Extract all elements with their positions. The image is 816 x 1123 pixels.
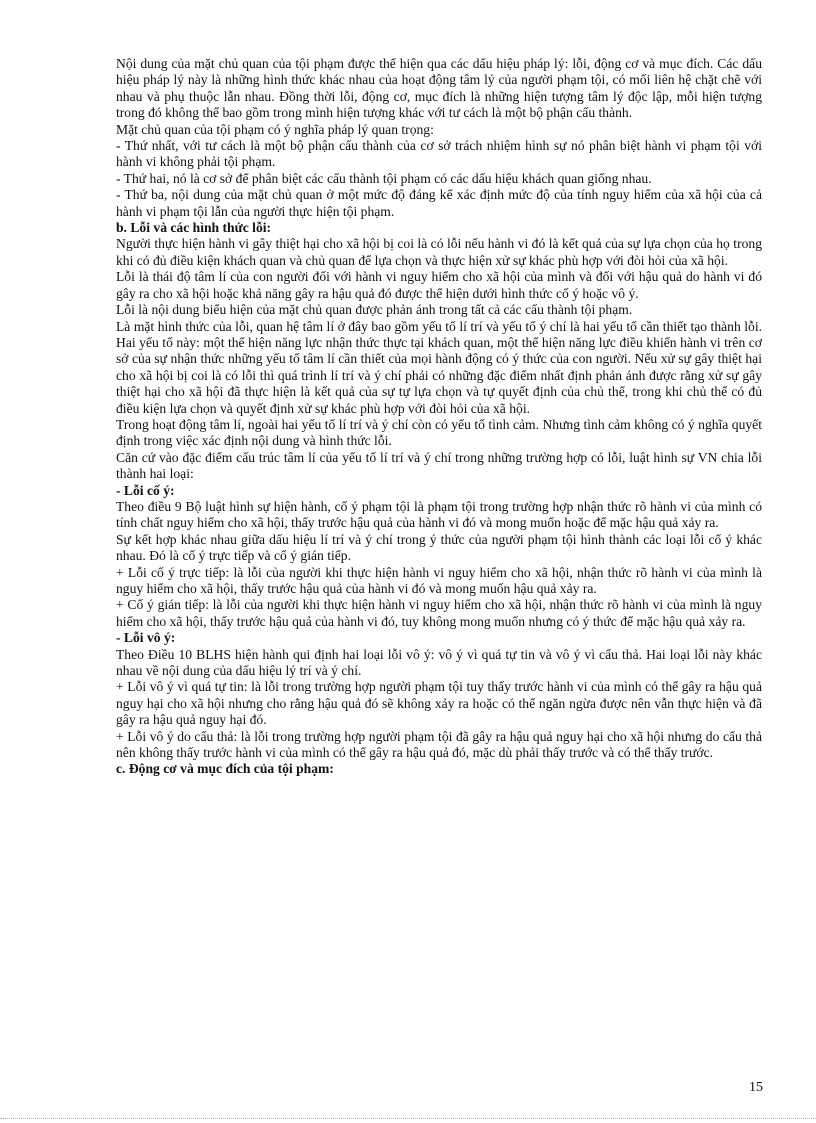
- paragraph: - Thứ ba, nội dung của mặt chủ quan ở một mức độ đáng kể xác định mức độ của tính nguy hiểm của xã hội của cả hành vi phạm tội lẫn của người thực hiện tội phạm.: [116, 187, 762, 219]
- section-heading: b. Lỗi và các hình thức lỗi:: [116, 220, 272, 236]
- paragraph: Là mặt hình thức của lỗi, quan hệ tâm lí ở đây bao gồm yếu tố lí trí và yếu tố ý chí là hai yếu tố cần thiết tạo thành lỗi. Hai yếu tố này: một thể hiện năng lực nhận thức thực tại khách quan, một thể hiện năng lực điều khiển hành vi trên cơ sở của sự nhận thức những yếu tố tâm lí cần thiết của mọi hành động có ý thức của con người. Nếu xử sự gây thiệt hại cho xã hội bị coi là có lỗi thì quá trình lí trí và ý chí phải có những đặc điểm nhất định phản ánh được rằng xử sự gây thiệt hại cho xã hội đã thực hiện là kết quả của sự tự lựa chọn và tự quyết định của chủ thể, trong khi chủ thể có đủ điều kiện lựa chọn và quyết định xử sự khác phù hợp với đòi hỏi của xã hội.: [116, 318, 762, 416]
- paragraph: Căn cứ vào đặc điểm cấu trúc tâm lí của yếu tố lí trí và ý chí trong những trường hợp có lỗi, luật hình sự VN chia lỗi thành hai loại:: [116, 449, 762, 482]
- paragraph: Trong hoạt động tâm lí, ngoài hai yếu tố lí trí và ý chí còn có yếu tố tình cảm. Nhưng tình cảm không có ý nghĩa quyết định trong việc xác định nội dung và hình thức lỗi.: [116, 416, 762, 449]
- section-heading: - Lỗi cố ý:: [116, 482, 175, 498]
- paragraph: Mặt chủ quan của tội phạm có ý nghĩa pháp lý quan trọng:: [116, 121, 434, 137]
- paragraph: Theo Điều 10 BLHS hiện hành qui định hai loại lỗi vô ý: vô ý vì quá tự tin và vô ý vì cẩu thả. Hai loại lỗi này khác nhau về nội dung của dấu hiệu lý trí và ý chí.: [116, 646, 762, 679]
- page-number: 15: [749, 1080, 763, 1095]
- section-heading: - Lỗi vô ý:: [116, 630, 176, 646]
- paragraph: Sự kết hợp khác nhau giữa dấu hiệu lí trí và ý chí trong ý thức của người phạm tội hình thành các loại lỗi cố ý khác nhau. Đó là cố ý trực tiếp và cố ý gián tiếp.: [116, 531, 762, 564]
- paragraph: + Cố ý gián tiếp: là lỗi của người khi thực hiện hành vi nguy hiểm cho xã hội, nhận thức rõ hành vi của mình là nguy hiểm cho xã hội, thấy trước hậu quả của hành vi đó, tuy không mong muốn nhưng có ý thức để mặc hậu quả xảy ra.: [116, 597, 762, 629]
- section-heading: c. Động cơ và mục đích của tội phạm:: [116, 761, 334, 777]
- paragraph: Lỗi là thái độ tâm lí của con người đối với hành vi nguy hiểm cho xã hội của mình và đối với hậu quả do hành vi đó gây ra cho xã hội hoặc khả năng gây ra hậu quả đó được thể hiện dưới hình thức cố ý hoặc vô ý.: [116, 269, 762, 301]
- paragraph: - Thứ nhất, với tư cách là một bộ phận cấu thành của cơ sở trách nhiệm hình sự nó phân biệt hành vi phạm tội với hành vi không phải tội phạm.: [116, 138, 762, 170]
- paragraph: - Thứ hai, nó là cơ sở để phân biệt các cấu thành tội phạm có các dấu hiệu khách quan giống nhau.: [116, 170, 652, 186]
- paragraph: + Lỗi cố ý trực tiếp: là lỗi của người khi thực hiện hành vi nguy hiểm cho xã hội, nhận thức rõ hành vi của mình là nguy hiểm cho xã hội, thấy trước hậu quả của hành vi đó và mong muốn hậu quả xảy ra.: [116, 564, 762, 596]
- paragraph: + Lỗi vô ý do cẩu thả: là lỗi trong trường hợp người phạm tội đã gây ra hậu quả nguy hại cho xã hội nhưng do cẩu thả nên không thấy trước hành vi của mình có thể gây ra hậu quả đó, mặc dù phải thấy trước và có thể thấy trước.: [116, 728, 762, 761]
- document-body: [116, 56, 762, 778]
- paragraph: Theo điều 9 Bộ luật hình sự hiện hành, cố ý phạm tội là phạm tội trong trường hợp nhận thức rõ hành vi của mình có tính chất nguy hiểm cho xã hội, thấy trước hậu quả của hành vi đó và mong muốn hoặc để mặc hậu quả xảy ra.: [116, 498, 762, 531]
- paragraph: Người thực hiện hành vi gây thiệt hại cho xã hội bị coi là có lỗi nếu hành vi đó là kết quả của sự lựa chọn của họ trong khi có đủ điều kiện khách quan và chủ quan để lựa chọn và thực hiện xử sự khác phù hợp với đòi hỏi của xã hội.: [116, 236, 762, 268]
- paragraph: Nội dung của mặt chủ quan của tội phạm được thể hiện qua các dấu hiệu pháp lý: lỗi, động cơ và mục đích. Các dấu hiệu pháp lý này là những hình thức khác nhau của hoạt động tâm lý của người phạm tội, có mối liên hệ chặt chẽ với nhau và phụ thuộc lẫn nhau. Đồng thời lỗi, động cơ, mục đích là những hiện tượng tâm lý độc lập, mỗi hiện tượng trong đó không thể bao gồm trong mình hiện tượng khác với tư cách là một bộ phận cấu thành.: [116, 56, 762, 121]
- page-bottom-divider: [0, 1118, 816, 1119]
- paragraph: + Lỗi vô ý vì quá tự tin: là lỗi trong trường hợp người phạm tội tuy thấy trước hành vi của mình có thể gây ra hậu quả nguy hại cho xã hội nhưng cho rằng hậu quả đó sẽ không xảy ra hoặc có thể ngăn ngừa được nên vẫn thực hiện và đã gây ra hậu quả nguy hại đó.: [116, 679, 762, 728]
- paragraph: Lỗi là nội dung biểu hiện của mặt chủ quan được phản ánh trong tất cả các cấu thành tội phạm.: [116, 302, 633, 318]
